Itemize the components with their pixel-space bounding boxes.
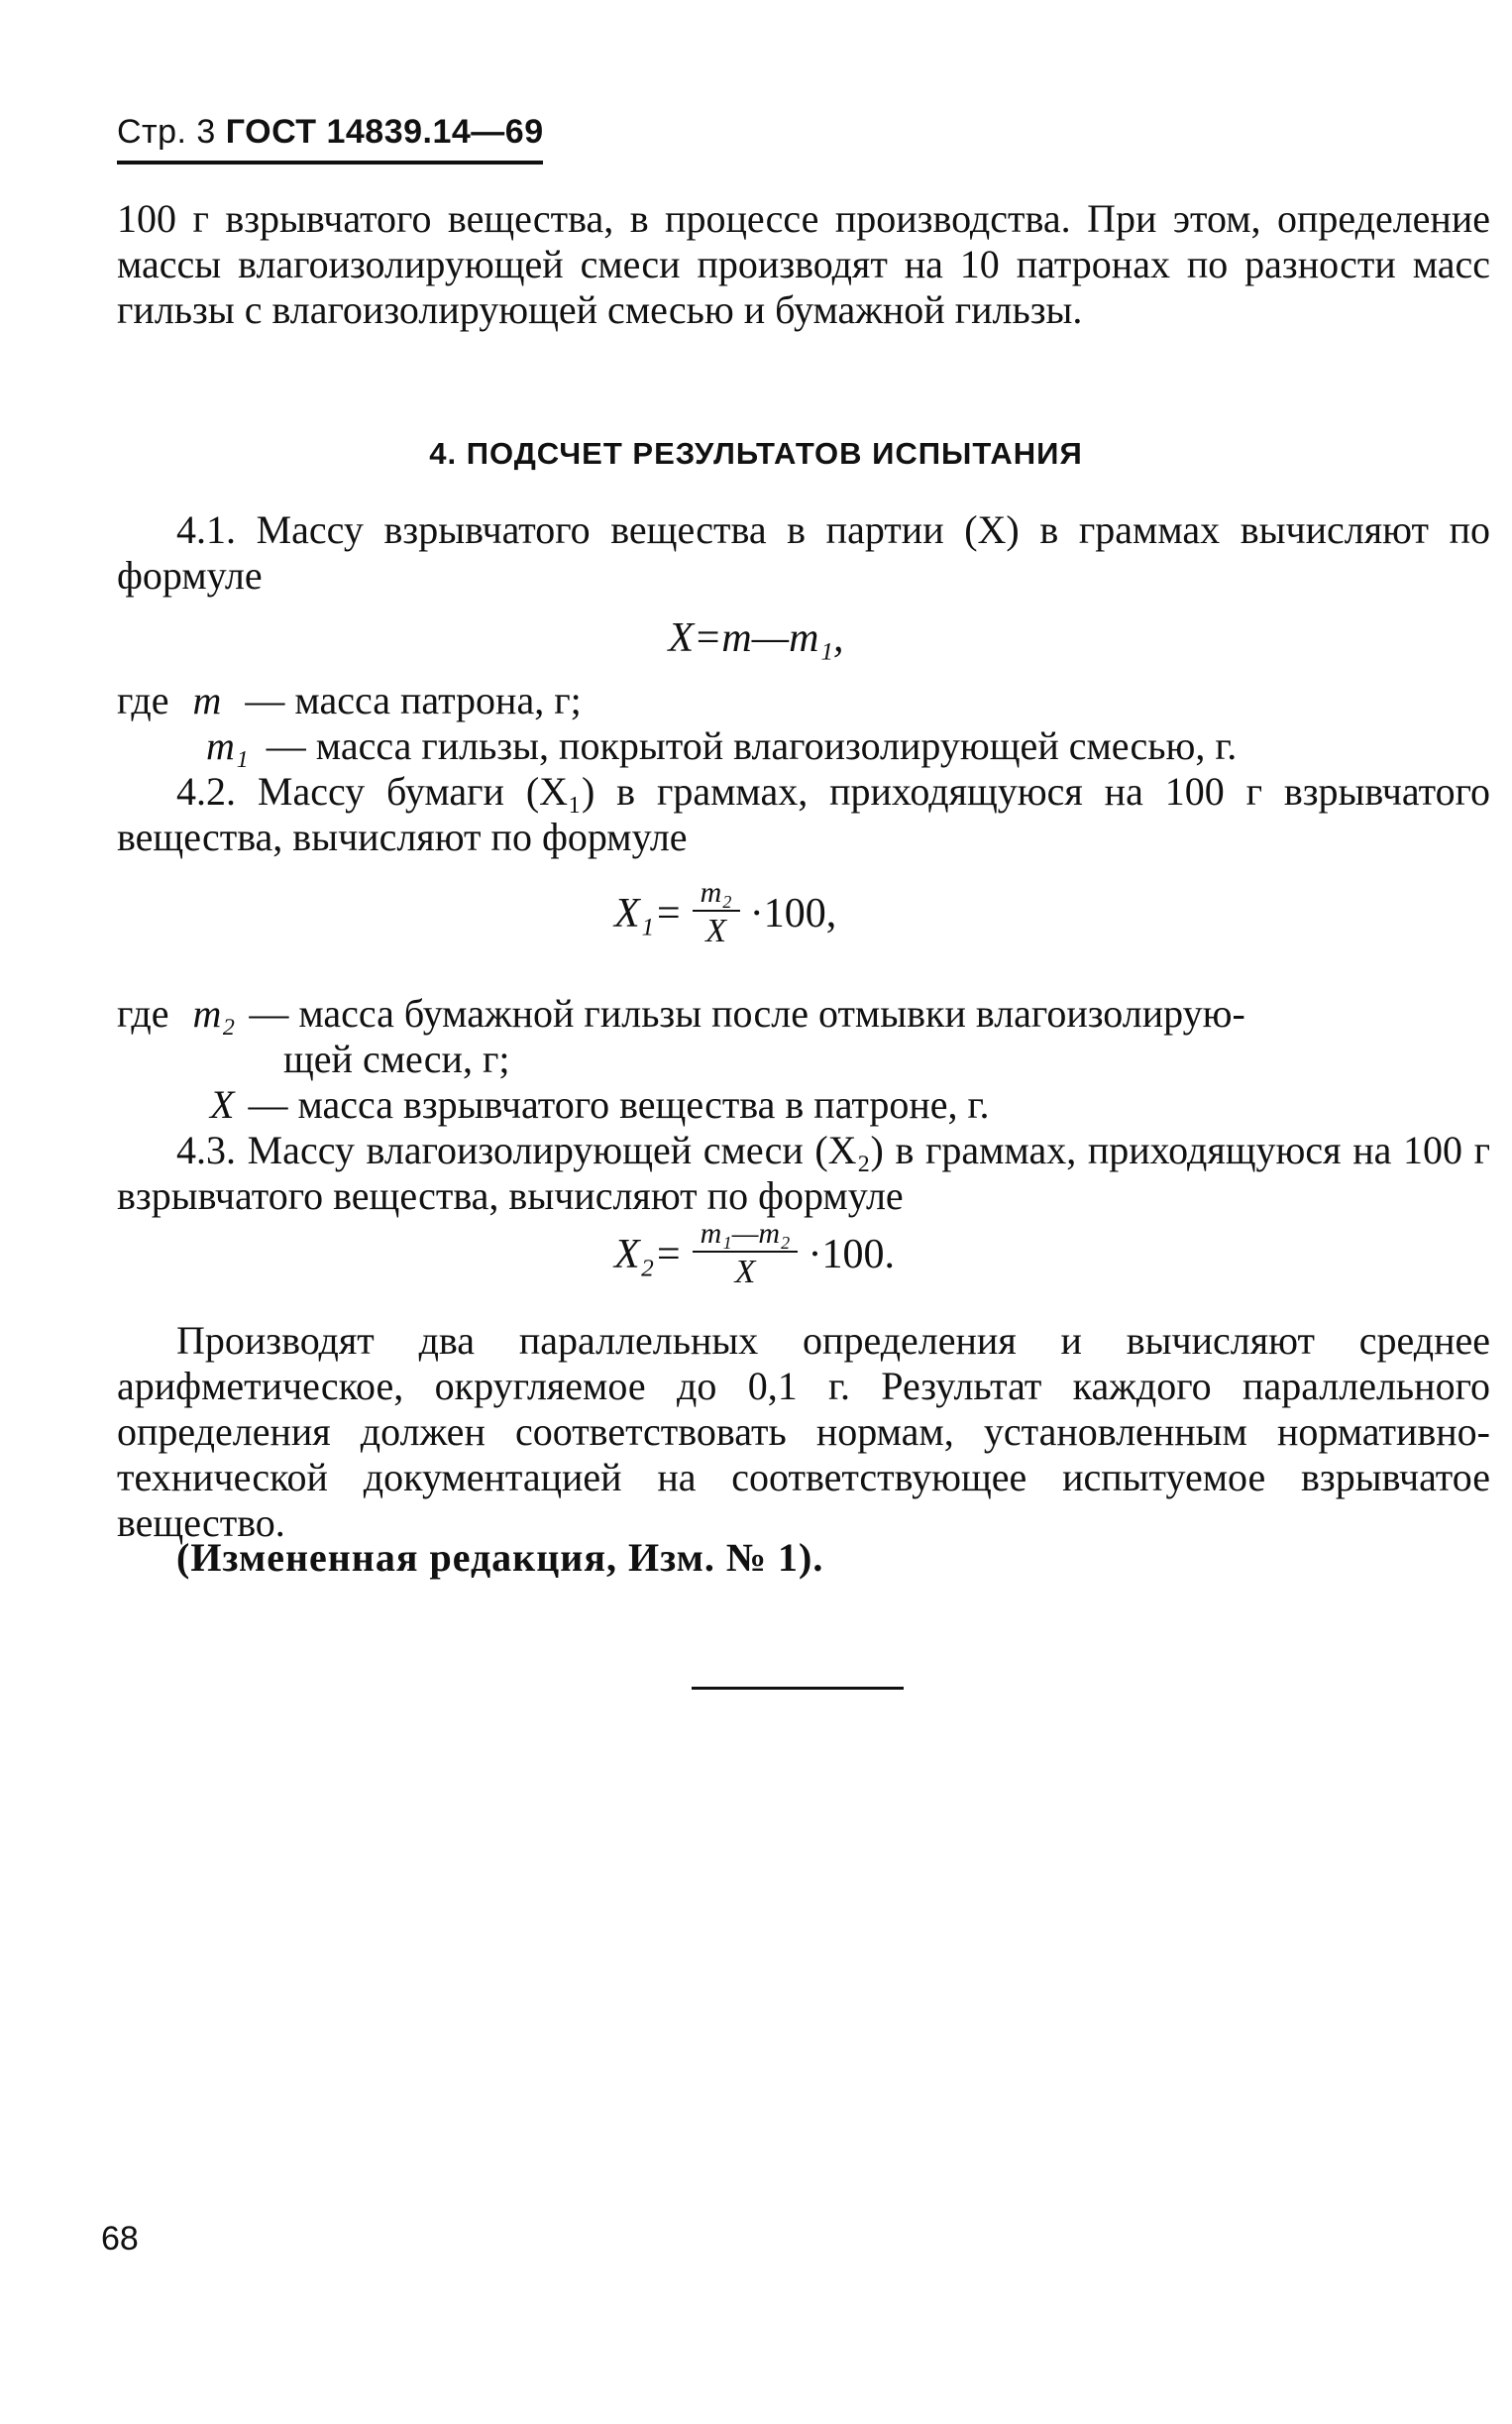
page-number: 68: [101, 2220, 139, 2258]
item-4-3-conclusion: Производят два параллельных определения и вычисляют среднее арифметическое, округляемое до 0,1 г. Результат каждого параллельного определения должен соответствовать нормам, установленным нормативно-технической документацией на соответствующее испытуемое взрывчатое вещество.: [117, 1318, 1490, 1545]
formula-rhs: ·100,: [749, 891, 837, 937]
formula-rhs: ·100.: [808, 1232, 895, 1277]
where-symbol: m: [192, 678, 222, 722]
item-4-2-text: 4.2. Массу бумаги (X₁) в граммах, приходящуюся на 100 г взрывчатого вещества, вычисляют по формуле: [117, 769, 1490, 859]
where-symbol: X: [210, 1082, 235, 1127]
formula-4-1: X=m—m₁,: [668, 615, 844, 661]
page-header: [117, 113, 544, 152]
where-prefix: где: [117, 678, 169, 722]
amendment-note: (Измененная редакция, Изм. № 1).: [176, 1535, 824, 1580]
fraction-denominator: X: [705, 913, 727, 949]
paragraph-continuation: 100 г взрывчатого вещества, в процессе производства. При этом, определение массы влагоизолирующей смеси производят на 10 патронах по разности масс гильзы с влагоизолирующей смесью и бумажной гильзы.: [117, 196, 1490, 332]
where-prefix: где: [117, 991, 169, 1036]
formula-lhs: X₁=: [614, 891, 683, 937]
formula-4-2: [614, 876, 836, 951]
where-definition: — масса гильзы, покрытой влагоизолирующей смесью, г.: [266, 723, 1238, 768]
fraction-numerator: m₂: [700, 876, 732, 909]
fraction-denominator: X: [734, 1254, 756, 1290]
where-definition: — масса патрона, г;: [245, 678, 582, 722]
where-4-1-line1: [117, 678, 582, 723]
item-4-3-text: 4.3. Массу влагоизолирующей смеси (X₂) в граммах, приходящуюся на 100 г взрывчатого вещества, вычисляют по формуле: [117, 1128, 1490, 1218]
where-symbol: m₂: [192, 991, 236, 1036]
item-4-1-text: 4.1. Массу взрывчатого вещества в партии (X) в граммах вычисляют по формуле: [117, 507, 1490, 598]
section-title: 4. ПОДСЧЕТ РЕЗУЛЬТАТОВ ИСПЫТАНИЯ: [429, 436, 1083, 471]
fraction: [693, 876, 740, 951]
header-divider: [117, 161, 543, 165]
where-symbol: m₁: [206, 723, 249, 768]
where-4-2-line2: [210, 1082, 989, 1128]
fraction-numerator: m₁—m₂: [700, 1217, 791, 1250]
fraction: [693, 1217, 799, 1292]
formula-lhs: X₂=: [614, 1232, 683, 1277]
standard-number: ГОСТ 14839.14—69: [225, 113, 544, 151]
where-definition: — масса бумажной гильзы после отмывки влагоизолирую-: [249, 991, 1245, 1036]
where-definition: — масса взрывчатого вещества в патроне, г.: [248, 1082, 990, 1127]
page-label: Стр. 3: [117, 113, 216, 151]
where-4-2-line1-cont: щей смеси, г;: [283, 1037, 510, 1081]
formula-4-3: [614, 1217, 895, 1292]
end-divider: [692, 1687, 904, 1690]
where-4-2-line1: [117, 991, 1245, 1037]
where-4-1-line2: [206, 723, 1237, 769]
